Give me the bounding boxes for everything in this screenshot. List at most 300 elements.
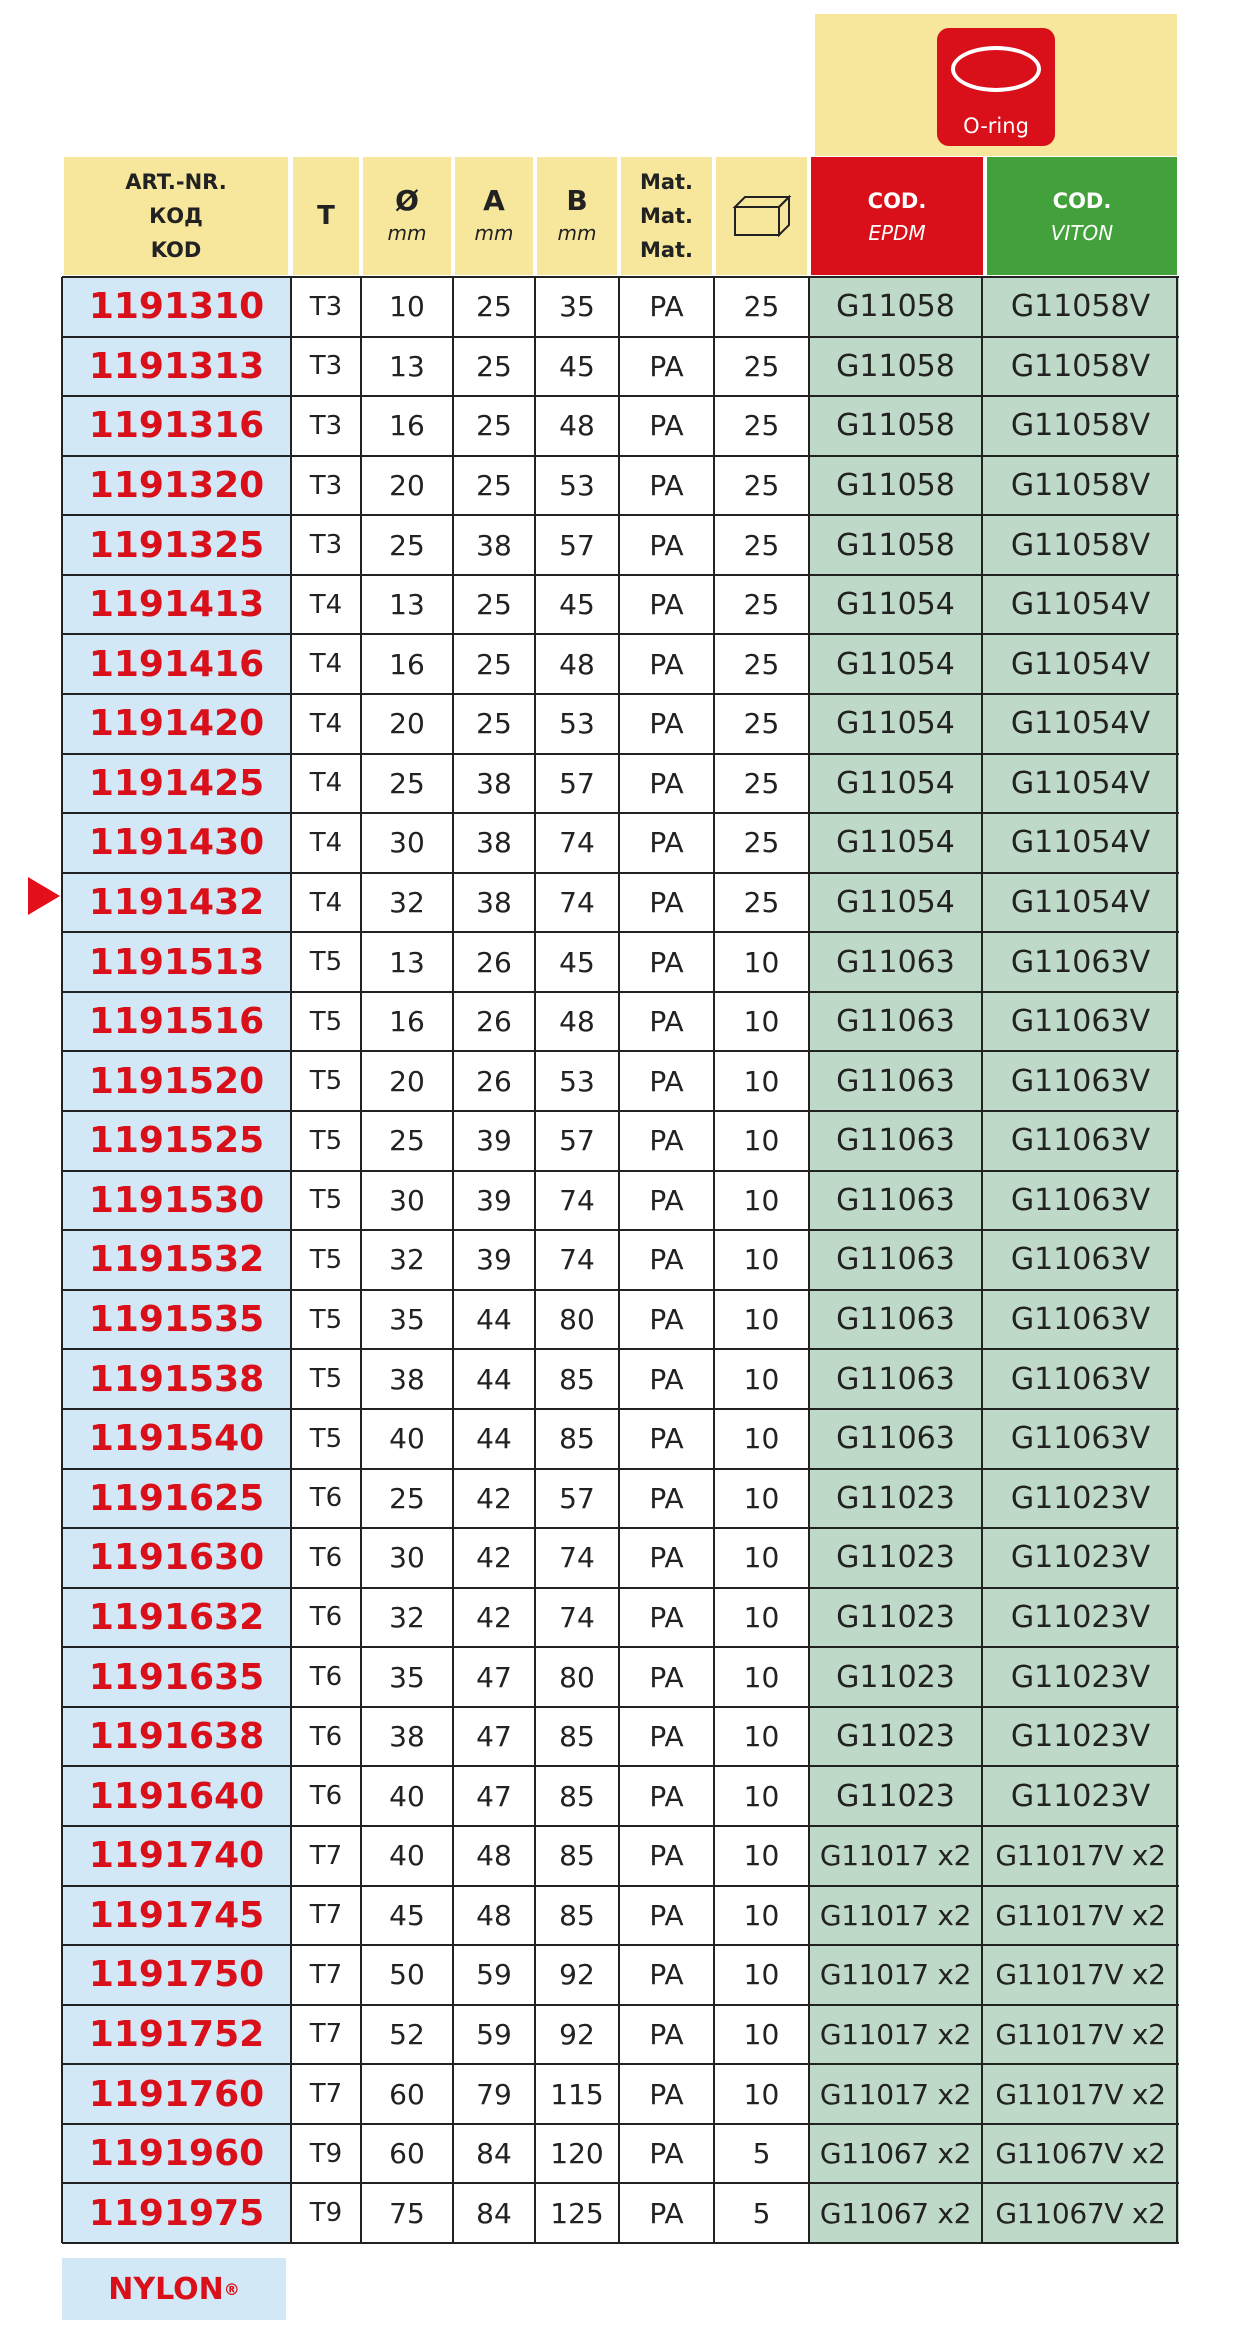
dim-b: 53: [559, 469, 595, 502]
art-number: 1191638: [62, 1707, 291, 1767]
type: T5: [309, 1125, 343, 1156]
dim-b: 125: [550, 2196, 604, 2230]
table-row: [62, 1528, 1179, 1588]
type: T7: [309, 2019, 343, 2050]
type: T4: [309, 887, 343, 918]
type: T5: [309, 1244, 343, 1275]
viton-code: G11054V: [982, 754, 1179, 814]
table-row: [62, 515, 1179, 575]
row-divider: [62, 1348, 1179, 1350]
viton-code: G11023V: [982, 1766, 1179, 1826]
epdm-code: G11067 x2: [809, 2124, 982, 2184]
art-number: 1191632: [62, 1588, 291, 1648]
viton-code: G11054V: [982, 634, 1179, 694]
material: PA: [649, 290, 684, 324]
art-number: 1191320: [62, 456, 291, 516]
table-row: [62, 2183, 1179, 2243]
row-divider: [62, 1587, 1179, 1589]
epdm-code: G11058: [809, 337, 982, 397]
header-epdm: [811, 157, 983, 275]
epdm-code: G11063: [809, 932, 982, 992]
row-divider: [62, 1765, 1179, 1767]
dim-a: 79: [476, 2077, 512, 2111]
pack-qty: 10: [743, 1720, 780, 1754]
table-row: [62, 1647, 1179, 1707]
diameter: 75: [389, 2196, 425, 2230]
epdm-code: G11023: [809, 1766, 982, 1826]
row-divider: [62, 633, 1179, 635]
dim-a: 42: [476, 1481, 512, 1515]
material: PA: [649, 1124, 684, 1158]
dim-b: 53: [559, 707, 595, 741]
material: PA: [649, 1779, 684, 1813]
header-art-nr: [64, 157, 288, 275]
type: T3: [309, 291, 343, 322]
row-divider: [62, 1468, 1179, 1470]
pack-qty: 25: [743, 826, 780, 860]
epdm-code: G11063: [809, 1409, 982, 1469]
material: PA: [649, 1303, 684, 1337]
material: PA: [649, 528, 684, 562]
type: T3: [309, 410, 343, 441]
epdm-code: G11054: [809, 754, 982, 814]
row-divider: [62, 1289, 1179, 1291]
type: T4: [309, 708, 343, 739]
table-row: [62, 575, 1179, 635]
diameter: 16: [389, 409, 425, 443]
epdm-code: G11063: [809, 992, 982, 1052]
dim-b: 85: [559, 1422, 595, 1456]
pack-qty: 5: [752, 2137, 771, 2171]
type: T6: [309, 1721, 343, 1752]
header-material: [621, 157, 712, 275]
dim-a: 44: [476, 1422, 512, 1456]
diameter: 13: [389, 349, 425, 383]
dim-a: 42: [476, 1541, 512, 1575]
diameter: 32: [389, 886, 425, 920]
epdm-code: G11023: [809, 1647, 982, 1707]
viton-code: G11017V x2: [982, 2005, 1179, 2065]
o-ring-icon: [937, 28, 1055, 146]
epdm-code: G11063: [809, 1349, 982, 1409]
table-row: [62, 992, 1179, 1052]
pack-qty: 10: [743, 1362, 780, 1396]
material-badge: [62, 2258, 286, 2320]
dim-a: 59: [476, 2017, 512, 2051]
header-viton: [987, 157, 1177, 275]
viton-code: G11023V: [982, 1707, 1179, 1767]
viton-code: G11063V: [982, 1290, 1179, 1350]
dim-a: 47: [476, 1720, 512, 1754]
table-row: [62, 2005, 1179, 2065]
viton-code: G11017V x2: [982, 2064, 1179, 2124]
material: PA: [649, 1243, 684, 1277]
dim-a: 48: [476, 1898, 512, 1932]
pack-qty: 10: [743, 1660, 780, 1694]
material: PA: [649, 349, 684, 383]
diameter: 20: [389, 707, 425, 741]
dim-a: 25: [476, 647, 512, 681]
diameter: 45: [389, 1898, 425, 1932]
diameter: 16: [389, 1005, 425, 1039]
dim-b: 115: [550, 2077, 604, 2111]
row-divider: [62, 2182, 1179, 2184]
column-divider: [534, 277, 536, 2243]
dim-b: 74: [559, 886, 595, 920]
row-divider: [62, 1050, 1179, 1052]
row-divider: [62, 1170, 1179, 1172]
material: PA: [649, 1958, 684, 1992]
row-divider: [62, 574, 1179, 576]
diameter: 30: [389, 826, 425, 860]
material: PA: [649, 766, 684, 800]
row-divider: [62, 693, 1179, 695]
viton-code: G11017V x2: [982, 1886, 1179, 1946]
material: PA: [649, 1005, 684, 1039]
viton-code: G11023V: [982, 1588, 1179, 1648]
art-number: 1191416: [62, 634, 291, 694]
dim-b: 85: [559, 1839, 595, 1873]
art-number: 1191540: [62, 1409, 291, 1469]
pack-qty: 25: [743, 707, 780, 741]
row-divider: [62, 455, 1179, 457]
type: T6: [309, 1542, 343, 1573]
table-row: [62, 634, 1179, 694]
row-divider: [62, 514, 1179, 516]
material: PA: [649, 1541, 684, 1575]
viton-code: G11067V x2: [982, 2124, 1179, 2184]
diameter: 10: [389, 290, 425, 324]
material: PA: [649, 647, 684, 681]
epdm-code: G11054: [809, 694, 982, 754]
header-art-line3: KOD: [150, 238, 202, 262]
row-marker-arrow-icon: [28, 877, 60, 915]
art-number: 1191520: [62, 1051, 291, 1111]
dim-a: 44: [476, 1303, 512, 1337]
dim-a: 84: [476, 2196, 512, 2230]
pack-qty: 25: [743, 886, 780, 920]
art-number: 1191640: [62, 1766, 291, 1826]
material: PA: [649, 707, 684, 741]
epdm-code: G11063: [809, 1051, 982, 1111]
material: PA: [649, 588, 684, 622]
table-row: [62, 813, 1179, 873]
type: T4: [309, 649, 343, 680]
table-row: [62, 1349, 1179, 1409]
row-divider: [62, 1944, 1179, 1946]
pack-qty: 25: [743, 766, 780, 800]
art-number: 1191532: [62, 1230, 291, 1290]
dim-b: 53: [559, 1064, 595, 1098]
pack-qty: 10: [743, 2077, 780, 2111]
dim-b: 85: [559, 1362, 595, 1396]
table-row: [62, 873, 1179, 933]
art-number: 1191635: [62, 1647, 291, 1707]
epdm-code: G11063: [809, 1171, 982, 1231]
row-divider: [62, 931, 1179, 933]
dim-a: 39: [476, 1243, 512, 1277]
dim-b: 85: [559, 1898, 595, 1932]
pack-qty: 10: [743, 1898, 780, 1932]
epdm-code: G11058: [809, 277, 982, 337]
header-t-label: T: [317, 201, 335, 231]
row-divider: [62, 1408, 1179, 1410]
column-divider: [1176, 277, 1178, 2243]
type: T6: [309, 1781, 343, 1812]
viton-code: G11054V: [982, 813, 1179, 873]
type: T5: [309, 1364, 343, 1395]
table-row: [62, 1111, 1179, 1171]
art-number: 1191430: [62, 813, 291, 873]
row-divider: [62, 2063, 1179, 2065]
viton-code: G11063V: [982, 1349, 1179, 1409]
dim-a: 26: [476, 945, 512, 979]
pack-qty: 10: [743, 1779, 780, 1813]
art-number: 1191516: [62, 992, 291, 1052]
art-number: 1191413: [62, 575, 291, 635]
diameter: 40: [389, 1422, 425, 1456]
header-viton-title: COD.: [1052, 189, 1112, 213]
dim-a: 38: [476, 826, 512, 860]
row-divider: [62, 1110, 1179, 1112]
art-number: 1191316: [62, 396, 291, 456]
art-number: 1191530: [62, 1171, 291, 1231]
epdm-code: G11058: [809, 515, 982, 575]
type: T4: [309, 768, 343, 799]
type: T5: [309, 1304, 343, 1335]
pack-qty: 10: [743, 1600, 780, 1634]
viton-code: G11017V x2: [982, 1945, 1179, 2005]
epdm-code: G11017 x2: [809, 1886, 982, 1946]
product-table: [62, 277, 1179, 2243]
dim-a: 25: [476, 349, 512, 383]
art-number: 1191760: [62, 2064, 291, 2124]
header-diameter-unit: mm: [387, 221, 427, 245]
epdm-code: G11058: [809, 396, 982, 456]
diameter: 60: [389, 2137, 425, 2171]
row-divider: [62, 753, 1179, 755]
table-row: [62, 1766, 1179, 1826]
art-number: 1191745: [62, 1886, 291, 1946]
dim-a: 39: [476, 1124, 512, 1158]
dim-b: 48: [559, 1005, 595, 1039]
header-mat-line1: Mat.: [639, 170, 694, 194]
diameter: 30: [389, 1183, 425, 1217]
row-divider: [62, 1825, 1179, 1827]
diameter: 35: [389, 1303, 425, 1337]
dim-a: 25: [476, 409, 512, 443]
art-number: 1191975: [62, 2183, 291, 2243]
material: PA: [649, 2196, 684, 2230]
table-row: [62, 1945, 1179, 2005]
header-a-unit: mm: [474, 221, 514, 245]
ring-shape: [951, 46, 1041, 92]
viton-code: G11063V: [982, 1171, 1179, 1231]
header-mat-line2: Mat.: [639, 204, 694, 228]
type: T9: [309, 2138, 343, 2169]
type: T6: [309, 1662, 343, 1693]
dim-b: 74: [559, 1541, 595, 1575]
dim-a: 26: [476, 1064, 512, 1098]
type: T4: [309, 589, 343, 620]
diameter: 25: [389, 1124, 425, 1158]
diameter: 60: [389, 2077, 425, 2111]
header-b: [537, 157, 617, 275]
viton-code: G11063V: [982, 992, 1179, 1052]
column-divider: [713, 277, 715, 2243]
art-number: 1191513: [62, 932, 291, 992]
dim-b: 74: [559, 826, 595, 860]
type: T6: [309, 1483, 343, 1514]
epdm-code: G11054: [809, 873, 982, 933]
type: T3: [309, 351, 343, 382]
dim-b: 85: [559, 1779, 595, 1813]
viton-code: G11023V: [982, 1469, 1179, 1529]
registered-mark: ®: [223, 2279, 240, 2299]
row-divider: [62, 336, 1179, 338]
type: T3: [309, 530, 343, 561]
diameter: 50: [389, 1958, 425, 1992]
material: PA: [649, 1839, 684, 1873]
viton-code: G11063V: [982, 1230, 1179, 1290]
material: PA: [649, 1362, 684, 1396]
dim-b: 92: [559, 2017, 595, 2051]
dim-b: 74: [559, 1243, 595, 1277]
art-number: 1191425: [62, 754, 291, 814]
pack-qty: 25: [743, 647, 780, 681]
column-divider: [61, 277, 63, 2243]
diameter: 20: [389, 1064, 425, 1098]
dim-b: 57: [559, 528, 595, 562]
epdm-code: G11017 x2: [809, 2005, 982, 2065]
diameter: 32: [389, 1243, 425, 1277]
table-row: [62, 1230, 1179, 1290]
pack-qty: 5: [752, 2196, 771, 2230]
table-row: [62, 277, 1179, 337]
epdm-code: G11054: [809, 813, 982, 873]
table-row: [62, 1588, 1179, 1648]
dim-a: 38: [476, 528, 512, 562]
material: PA: [649, 886, 684, 920]
header-epdm-sub: EPDM: [868, 221, 926, 245]
material: PA: [649, 945, 684, 979]
dim-a: 47: [476, 1660, 512, 1694]
dim-a: 39: [476, 1183, 512, 1217]
row-divider: [62, 1706, 1179, 1708]
column-divider: [808, 277, 810, 2243]
row-divider: [62, 2004, 1179, 2006]
header-diameter: [363, 157, 451, 275]
dim-a: 42: [476, 1600, 512, 1634]
table-row: [62, 396, 1179, 456]
epdm-code: G11017 x2: [809, 1945, 982, 2005]
diameter: 32: [389, 1600, 425, 1634]
dim-a: 25: [476, 290, 512, 324]
column-divider: [452, 277, 454, 2243]
row-divider: [62, 2123, 1179, 2125]
material: PA: [649, 1422, 684, 1456]
art-number: 1191313: [62, 337, 291, 397]
dim-a: 59: [476, 1958, 512, 1992]
dim-b: 45: [559, 349, 595, 383]
epdm-code: G11063: [809, 1290, 982, 1350]
header-art-line2: КОД: [149, 204, 203, 228]
diameter: 25: [389, 1481, 425, 1515]
epdm-code: G11017 x2: [809, 2064, 982, 2124]
pack-qty: 10: [743, 1481, 780, 1515]
material: PA: [649, 469, 684, 502]
dim-a: 25: [476, 588, 512, 622]
epdm-code: G11054: [809, 634, 982, 694]
dim-b: 80: [559, 1303, 595, 1337]
viton-code: G11054V: [982, 873, 1179, 933]
epdm-code: G11063: [809, 1111, 982, 1171]
dim-b: 48: [559, 409, 595, 443]
pack-qty: 10: [743, 1541, 780, 1575]
column-divider: [360, 277, 362, 2243]
art-number: 1191630: [62, 1528, 291, 1588]
material: PA: [649, 1481, 684, 1515]
table-row: [62, 1707, 1179, 1767]
type: T7: [309, 2079, 343, 2110]
art-number: 1191538: [62, 1349, 291, 1409]
table-row: [62, 694, 1179, 754]
epdm-code: G11067 x2: [809, 2183, 982, 2243]
column-divider: [618, 277, 620, 2243]
row-divider: [62, 812, 1179, 814]
material: PA: [649, 2137, 684, 2171]
table-row: [62, 1886, 1179, 1946]
epdm-code: G11058: [809, 456, 982, 516]
header-quantity: [716, 157, 807, 275]
type: T9: [309, 2198, 343, 2229]
epdm-code: G11023: [809, 1588, 982, 1648]
material: PA: [649, 1898, 684, 1932]
header-a-label: A: [483, 184, 505, 217]
viton-code: G11054V: [982, 575, 1179, 635]
viton-code: G11058V: [982, 337, 1179, 397]
type: T7: [309, 1840, 343, 1871]
material: PA: [649, 1183, 684, 1217]
art-number: 1191310: [62, 277, 291, 337]
row-divider: [62, 991, 1179, 993]
pack-qty: 25: [743, 588, 780, 622]
dim-a: 26: [476, 1005, 512, 1039]
viton-code: G11063V: [982, 932, 1179, 992]
column-divider: [290, 277, 292, 2243]
dim-a: 38: [476, 766, 512, 800]
header-b-unit: mm: [557, 221, 597, 245]
pack-qty: 10: [743, 1005, 780, 1039]
table-row: [62, 456, 1179, 516]
art-number: 1191525: [62, 1111, 291, 1171]
type: T7: [309, 1959, 343, 1990]
diameter: 38: [389, 1720, 425, 1754]
row-divider: [62, 1885, 1179, 1887]
table-row: [62, 1171, 1179, 1231]
header-b-label: B: [566, 184, 588, 217]
pack-qty: 25: [743, 349, 780, 383]
dim-a: 38: [476, 886, 512, 920]
type: T4: [309, 827, 343, 858]
table-row: [62, 1826, 1179, 1886]
oring-label: O-ring: [963, 114, 1029, 138]
column-divider: [981, 277, 983, 2243]
dim-b: 45: [559, 588, 595, 622]
table-row: [62, 337, 1179, 397]
header-t: [293, 157, 359, 275]
epdm-code: G11017 x2: [809, 1826, 982, 1886]
